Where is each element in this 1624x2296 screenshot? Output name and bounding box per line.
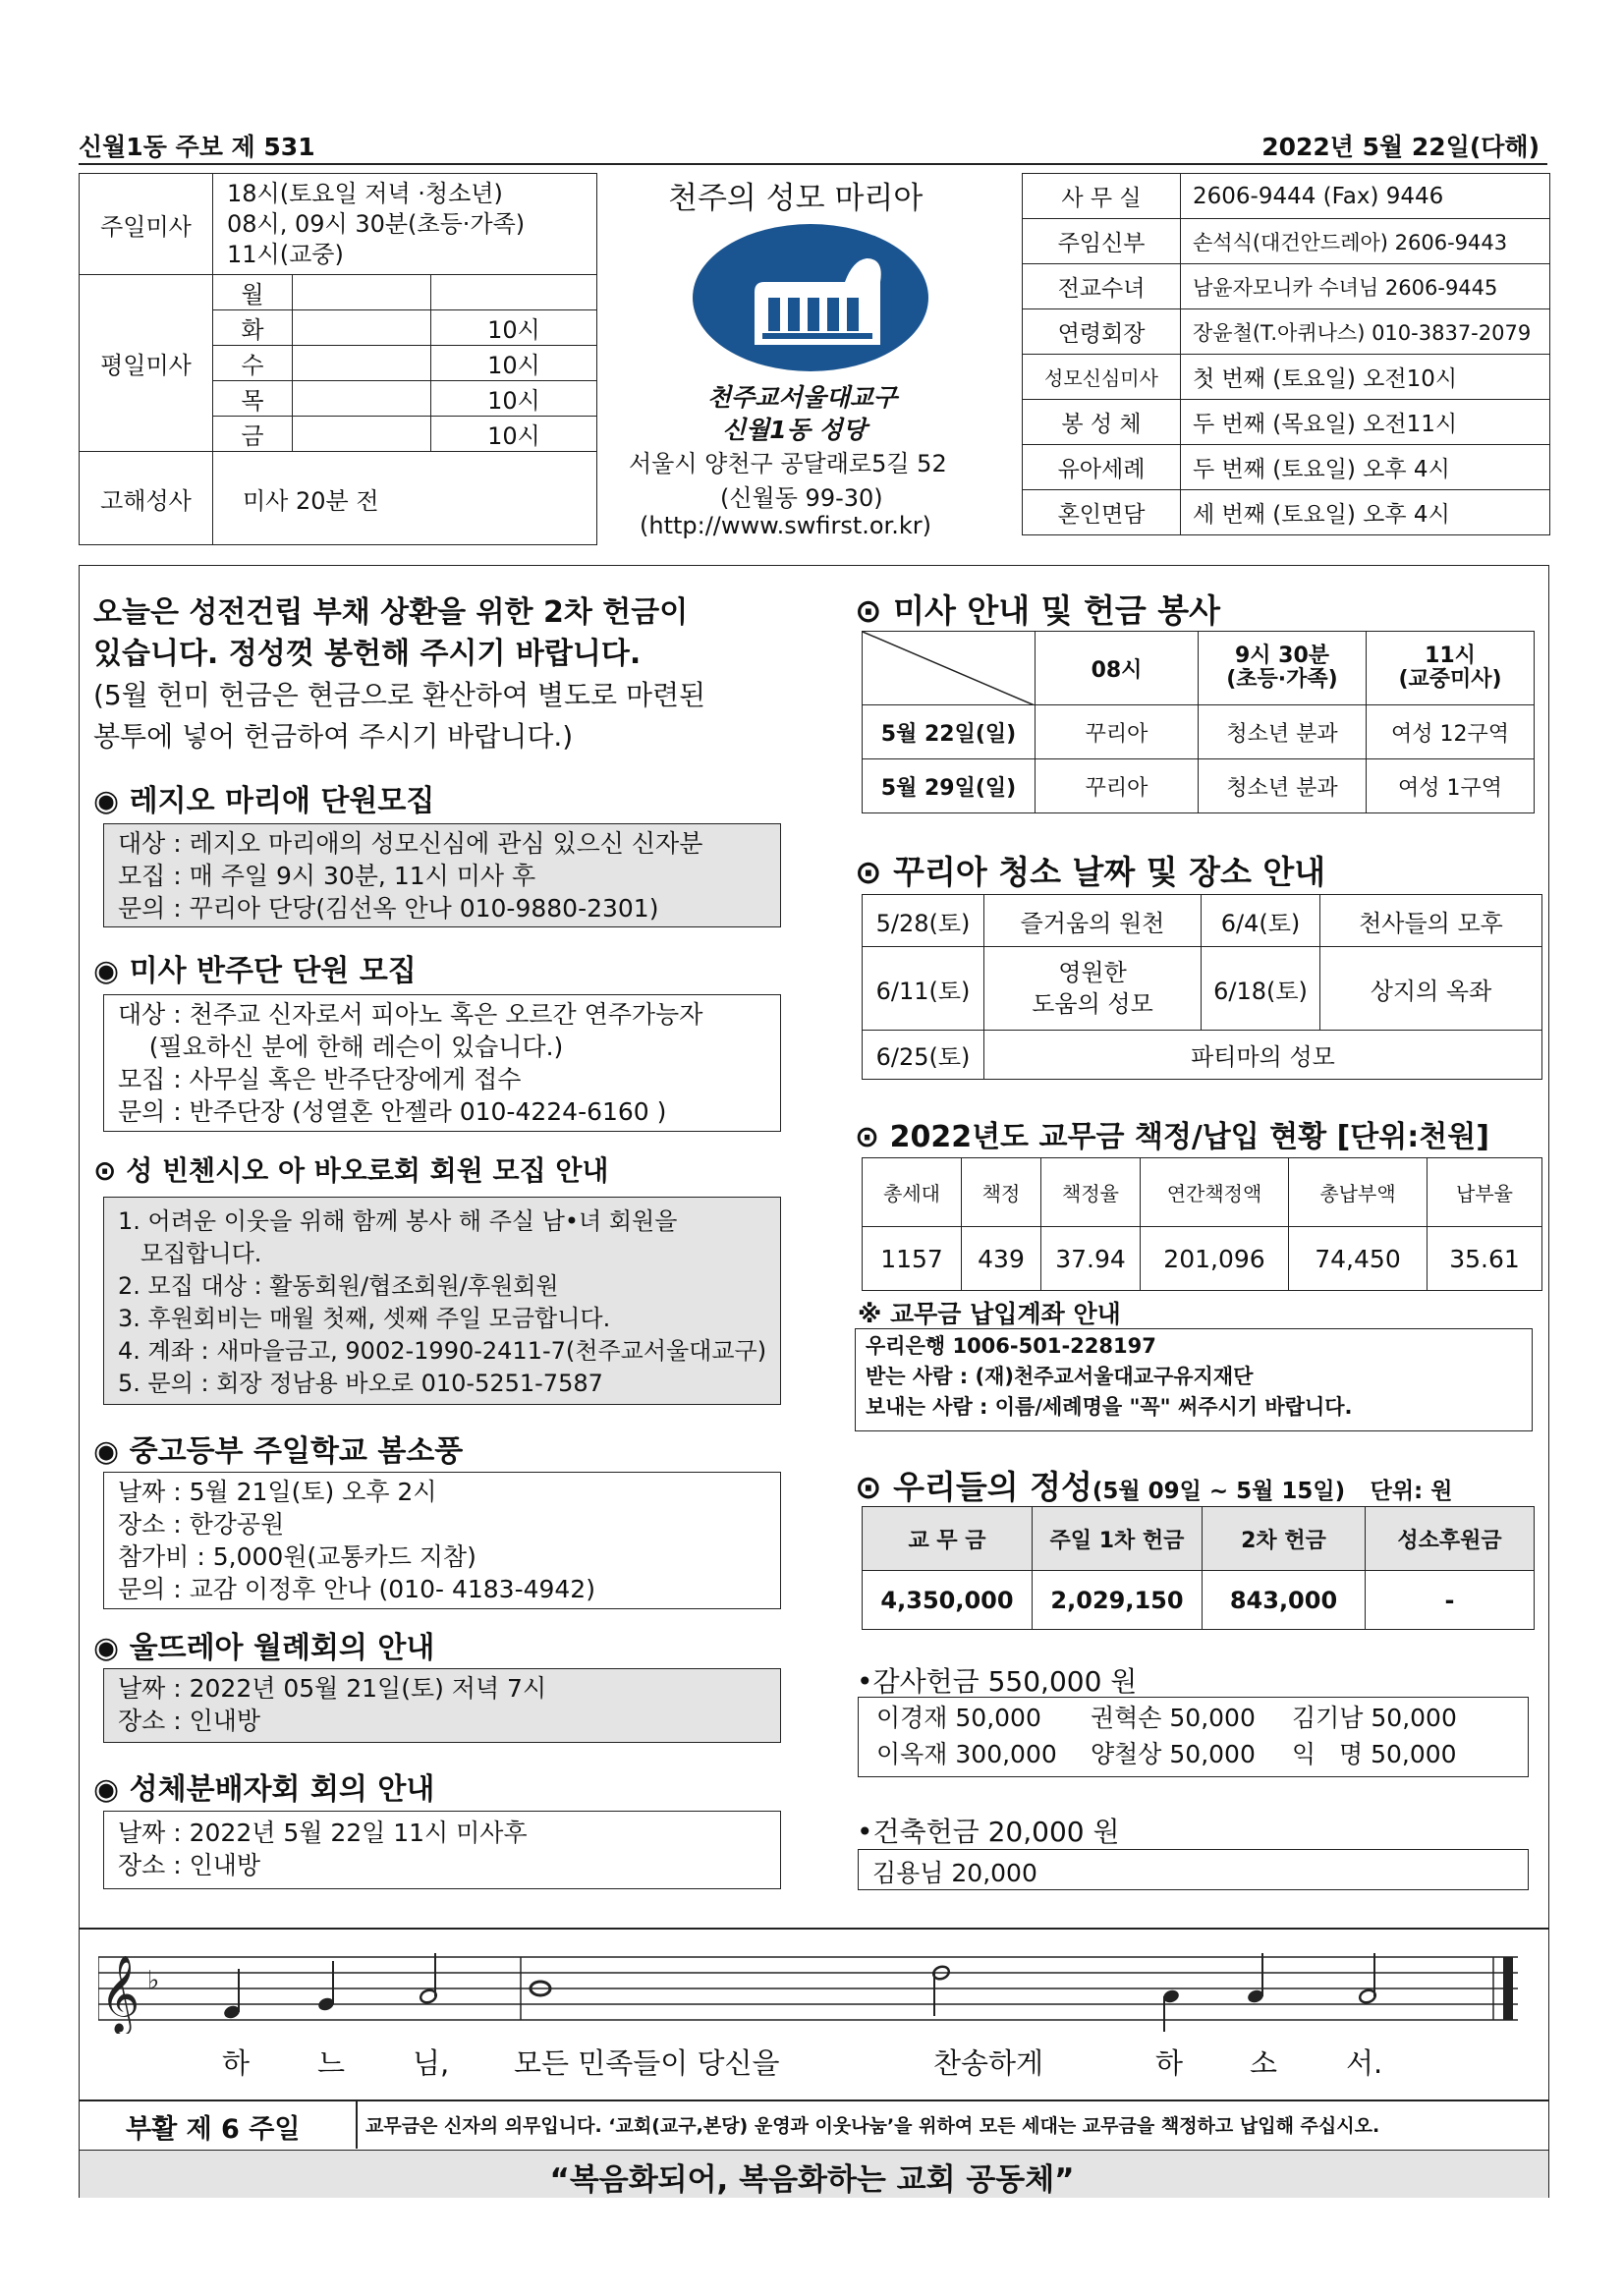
contact-value: 첫 번째 (토요일) 오전10시 [1181,355,1550,400]
dues-value: 37.94 [1041,1227,1141,1291]
picnic-line: 장소 : 한강공원 [118,1510,285,1539]
curia-date: 6/18(토) [1202,947,1320,1031]
offering-header: 주일 1차 헌금 [1033,1507,1203,1571]
ultreya-line: 장소 : 인내방 [118,1707,261,1735]
building-line: 김용님 20,000 [872,1859,1037,1887]
picnic-line: 참가비 : 5,000원(교통카드 지참) [118,1542,476,1571]
notice-line: (5월 헌미 헌금은 현금으로 환산하여 별도로 마련된 [93,679,706,711]
sunday-mass-line: 08시, 09시 30분(초등·가족) [227,209,526,238]
confession-value: 미사 20분 전 [213,452,597,545]
accompanist-title: ◉ 미사 반주단 단원 모집 [93,954,417,988]
legio-line: 문의 : 꾸리아 단당(김선옥 안나 010-9880-2301) [118,894,659,923]
lyric: 하 [222,2046,251,2080]
dues-header: 연간책정액 [1141,1158,1289,1227]
offering-period: (5월 09일 ~ 5월 15일) [1092,1479,1346,1504]
thanks-donor: 권혁손 50,000 [1091,1704,1256,1732]
curia-table [862,894,1542,1080]
eucharist-line: 장소 : 인내방 [118,1851,261,1879]
offering-value: - [1366,1571,1535,1630]
sunday-mass-line: 11시(교중) [227,240,344,268]
weekday-time: 10시 [431,381,597,417]
dues-table [862,1157,1542,1291]
motto: “복음화되어, 복음화하는 교회 공동체” [549,2162,1075,2198]
service-cell: 청소년 분과 [1199,759,1367,813]
notice-line: 오늘은 성전건립 부채 상환을 위한 2차 헌금이 [93,595,689,630]
svg-text:♭: ♭ [147,1966,160,1995]
curia-place: 즐거움의 원천 [984,895,1202,947]
thanks-donor: 이경재 50,000 [876,1704,1041,1732]
vincent-line: 2. 모집 대상 : 활동회원/협조회원/후원회원 [118,1272,559,1300]
dues-value: 201,096 [1141,1227,1289,1291]
contact-label: 성모신심미사 [1023,355,1181,400]
thanks-title: •감사헌금 550,000 원 [857,1665,1138,1698]
dues-reminder: 교무금은 신자의 의무입니다. ‘교회(교구,본당) 운영과 이웃나눔’을 위하여 모든 세대는 교무금을 책정하고 납입해 주십시오. [365,2115,1380,2137]
vincent-title: ⊙ 성 빈첸시오 아 바오로회 회원 모집 안내 [93,1154,609,1187]
accompanist-line: 문의 : 반주단장 (성열혼 안젤라 010-4224-6160 ) [118,1097,667,1126]
contact-label: 전교수녀 [1023,264,1181,309]
header-rule [79,163,1547,165]
eucharist-title: ◉ 성체분배자회 회의 안내 [93,1772,435,1807]
offering-value: 2,029,150 [1033,1571,1203,1630]
church-title: 천주의 성모 마리아 [668,181,924,216]
curia-date: 5/28(토) [863,895,984,947]
contact-label: 주임신부 [1023,219,1181,264]
church-website: (http://www.swfirst.or.kr) [640,512,931,539]
contact-value: 남윤자모니카 수녀님 2606-9445 [1181,264,1550,309]
sunday-mass-times [213,174,597,275]
contact-value: 두 번째 (토요일) 오후 4시 [1181,445,1550,490]
eucharist-line: 날짜 : 2022년 5월 22일 11시 미사후 [118,1819,528,1847]
legio-line: 대상 : 레지오 마리애의 성모신심에 관심 있으신 신자분 [118,829,703,858]
contact-value: 장윤철(T.아퀴나스) 010-3837-2079 [1181,309,1550,355]
contact-value: 2606-9444 (Fax) 9446 [1181,174,1550,219]
sunday-mass-label: 주일미사 [80,174,213,275]
contact-label: 봉 성 체 [1023,400,1181,445]
account-title: ※ 교무금 납입계좌 안내 [858,1300,1121,1328]
offering-value: 843,000 [1203,1571,1366,1630]
offering-value: 4,350,000 [863,1571,1033,1630]
lyric: 모든 민족들이 당신을 [514,2046,780,2080]
curia-date: 6/4(토) [1202,895,1320,947]
service-date: 5월 22일(일) [863,705,1036,759]
lyric: 찬송하게 [933,2046,1044,2080]
col-header-0800: 08시 [1036,632,1199,705]
contact-value: 손석식(대건안드레아) 2606-9443 [1181,219,1550,264]
svg-text:𝄞: 𝄞 [100,1955,140,2033]
vincent-line: 4. 계좌 : 새마을금고, 9002-1990-2411-7(천주교서울대교구) [118,1337,767,1365]
weekday-time: 10시 [431,310,597,346]
contact-label: 혼인면담 [1023,490,1181,535]
logo-text-parish: 신월1동 성당 [722,416,867,444]
col-header-0930: 9시 30분 (초등·가족) [1199,632,1367,705]
picnic-box [103,1472,781,1609]
lyric: 하 [1155,2046,1184,2080]
footer-vrule [356,2100,358,2149]
vincent-line: 5. 문의 : 회장 정남용 바오로 010-5251-7587 [118,1370,603,1397]
notice-line: 있습니다. 정성껏 봉헌해 주시기 바랍니다. [93,637,642,671]
contacts-table [1022,173,1550,535]
weekday-day: 금 [213,417,293,452]
footer-rule [79,2100,1549,2101]
dues-header: 총납부액 [1289,1158,1428,1227]
vincent-box [103,1197,781,1405]
mass-service-title: ⊙ 미사 안내 및 헌금 봉사 [855,591,1220,630]
curia-date: 6/11(토) [863,947,984,1031]
liturgical-day: 부활 제 6 주일 [126,2114,301,2145]
eucharist-box [103,1811,781,1889]
building-title: •건축헌금 20,000 원 [857,1816,1120,1848]
weekday-time [293,275,431,310]
col-header-1100: 11시 (교중미사) [1367,632,1535,705]
bulletin-number: 신월1동 주보 제 531 [79,133,315,161]
weekday-day: 화 [213,310,293,346]
dues-value: 1157 [863,1227,962,1291]
vincent-line: 3. 후원회비는 매월 첫째, 셋째 주일 모금합니다. [118,1305,611,1332]
picnic-line: 문의 : 교감 이정후 안나 (010- 4183-4942) [118,1575,595,1603]
curia-place: 상지의 옥좌 [1320,947,1542,1031]
dues-header: 책정 [962,1158,1041,1227]
church-address-old: (신월동 99-30) [720,484,883,512]
offering-title-text: ⊙ 우리들의 정성 [855,1468,1092,1506]
service-cell: 여성 1구역 [1367,759,1535,813]
lyric: 서. [1346,2046,1383,2080]
mass-service-table [862,631,1535,813]
music-staff [98,1945,1523,2034]
confession-label: 고해성사 [80,452,213,545]
dues-value: 439 [962,1227,1041,1291]
building-box [858,1849,1529,1890]
thanks-donor: 김기남 50,000 [1292,1704,1457,1732]
account-line: 받는 사람 : (재)천주교서울대교구유지재단 [866,1365,1254,1388]
account-box [855,1328,1533,1431]
logo-text-diocese: 천주교서울대교구 [707,383,898,412]
thanks-donor: 이옥재 300,000 [876,1740,1057,1768]
offering-unit: 단위: 원 [1370,1479,1453,1504]
account-line: 우리은행 1006-501-228197 [866,1334,1156,1358]
thanks-donor: 익 명 50,000 [1292,1740,1457,1768]
picnic-title: ◉ 중고등부 주일학교 봄소풍 [93,1434,464,1469]
accompanist-line: 모집 : 사무실 혹은 반주단장에게 접수 [118,1065,522,1093]
vincent-line: 1. 어려운 이웃을 위해 함께 봉사 해 주실 남•녀 회원을 [118,1207,678,1235]
offering-title [855,1462,1452,1508]
accompanist-box [103,994,781,1132]
curia-place: 천사들의 모후 [1320,895,1542,947]
service-cell: 꾸리아 [1036,705,1199,759]
accompanist-line: (필요하신 분에 한해 레슨이 있습니다.) [118,1033,564,1061]
lyric: 님, [413,2046,450,2080]
dues-value: 35.61 [1428,1227,1542,1291]
mass-schedule-table [79,173,597,545]
service-cell: 청소년 분과 [1199,705,1367,759]
diagonal-cell [863,632,1036,705]
curia-place: 영원한 도움의 성모 [984,947,1202,1031]
curia-title: ⊙ 꾸리아 청소 날짜 및 장소 안내 [855,853,1326,891]
curia-place: 파티마의 성모 [984,1031,1542,1080]
offering-header: 2차 헌금 [1203,1507,1366,1571]
dues-header: 납부율 [1428,1158,1542,1227]
dues-header: 총세대 [863,1158,962,1227]
legio-line: 모집 : 매 주일 9시 30분, 11시 미사 후 [118,862,536,890]
contact-label: 연령회장 [1023,309,1181,355]
lyric: 느 [317,2046,346,2080]
weekday-time: 10시 [431,346,597,381]
church-logo [688,221,933,373]
accompanist-line: 대상 : 천주교 신자로서 피아노 혹은 오르간 연주가능자 [118,1000,703,1029]
vincent-line: 모집합니다. [118,1240,262,1267]
service-cell: 여성 12구역 [1367,705,1535,759]
service-date: 5월 29일(일) [863,759,1036,813]
account-line: 보내는 사람 : 이름/세례명을 "꼭" 써주시기 바랍니다. [866,1395,1353,1419]
thanks-donor: 양철상 50,000 [1091,1740,1256,1768]
legio-title: ◉ 레지오 마리애 단원모집 [93,784,435,818]
service-cell: 꾸리아 [1036,759,1199,813]
dues-title: ⊙ 2022년도 교무금 책정/납입 현황 [단위:천원] [855,1120,1489,1154]
sunday-mass-line: 18시(토요일 저녁 ·청소년) [227,179,503,207]
offering-table [862,1506,1535,1630]
contact-value: 두 번째 (목요일) 오전11시 [1181,400,1550,445]
legio-box [103,823,781,927]
church-address: 서울시 양천구 공달래로5길 52 [629,450,947,477]
ultreya-box [103,1668,781,1743]
thanks-row [876,1736,1510,1772]
offering-header: 성소후원금 [1366,1507,1535,1571]
weekday-day: 수 [213,346,293,381]
music-divider [79,1928,1549,1930]
thanks-box [858,1697,1529,1777]
ultreya-title: ◉ 울뜨레아 월례회의 안내 [93,1631,435,1665]
picnic-line: 날짜 : 5월 21일(토) 오후 2시 [118,1478,437,1506]
dues-header: 책정율 [1041,1158,1141,1227]
contact-label: 유아세례 [1023,445,1181,490]
bulletin-date: 2022년 5월 22일(다해) [1261,133,1540,161]
thanks-row [876,1700,1510,1736]
weekday-time: 10시 [431,417,597,452]
offering-header: 교 무 금 [863,1507,1033,1571]
dues-value: 74,450 [1289,1227,1428,1291]
lyric: 소 [1250,2046,1278,2080]
notice-line: 봉투에 넣어 헌금하여 주시기 바랍니다.) [93,720,574,753]
curia-date: 6/25(토) [863,1031,984,1080]
weekday-mass-label: 평일미사 [80,275,213,452]
contact-value: 세 번째 (토요일) 오후 4시 [1181,490,1550,535]
weekday-day: 목 [213,381,293,417]
ultreya-line: 날짜 : 2022년 05월 21일(토) 저녁 7시 [118,1674,547,1703]
weekday-day: 월 [213,275,293,310]
contact-label: 사 무 실 [1023,174,1181,219]
